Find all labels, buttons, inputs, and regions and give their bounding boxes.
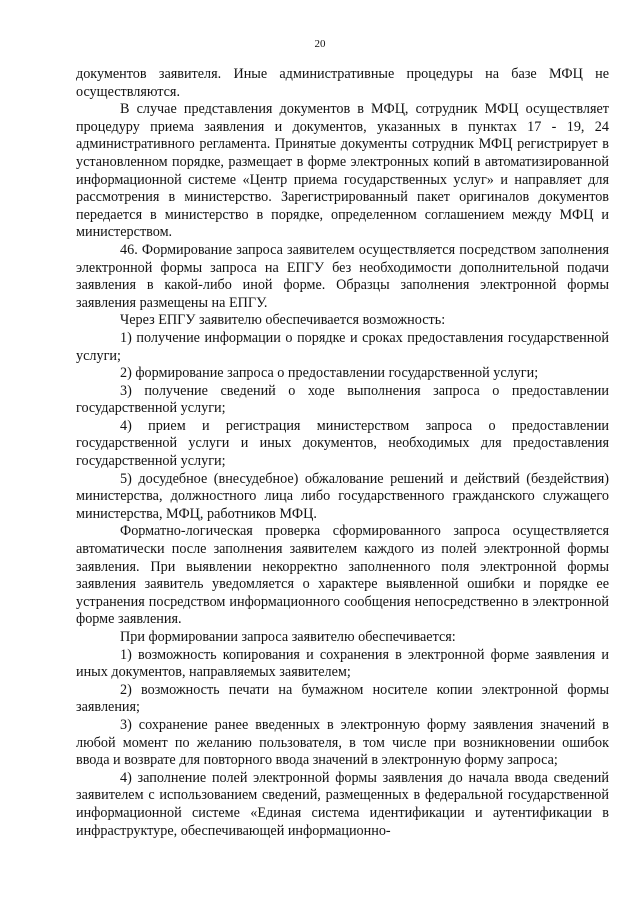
paragraph-request-intro: При формировании запроса заявителю обеспечивается: <box>120 629 456 645</box>
list-item-4: 4) заполнение полей электронной формы заявления до начала ввода сведений заявителем с использованием сведений, размещенных в федеральной государственной информационной системе «Единая система идентификации и аутентификации в инфраструктуре, обеспечивающей информационно- <box>76 769 609 839</box>
paragraph-item-46: 46. Формирование запроса заявителем осуществляется посредством заполнения электронной формы запроса на ЕПГУ без необходимости дополнительной подачи заявления в какой-либо иной форме. Образцы заполнения электронной формы заявления размещены на ЕПГУ. <box>76 241 609 311</box>
page-number: 20 <box>314 38 326 50</box>
list-item-5: 5) досудебное (внесудебное) обжалование решений и действий (бездействия) министерства, должностного лица либо государственного гражданского служащего министерства, МФЦ, работников МФЦ. <box>76 470 609 522</box>
list-item-3: 3) сохранение ранее введенных в электронную форму заявления значений в любой момент по желанию пользователя, в том числе при возникновении ошибок ввода и возврате для повторного ввода значений в электронную форму запроса; <box>76 716 609 769</box>
paragraph-format-check: Форматно-логическая проверка сформированного запроса осуществляется автоматически после заполнения заявителем каждого из полей электронной формы заявления. При выявлении некорректно заполненного поля электронной формы заявления заявитель уведомляется о характере выявленной ошибки и порядке ее устранения посредством информационного сообщения непосредственно в электронной форме заявления. <box>76 523 609 628</box>
paragraph-epgu-intro: Через ЕПГУ заявителю обеспечивается возможность: <box>120 312 446 329</box>
list-item-2: 2) формирование запроса о предоставлении государственной услуги; <box>120 365 539 382</box>
list-item-1: 1) получение информации о порядке и сроках предоставления государственной услуги; <box>76 329 609 364</box>
document-body <box>76 66 609 840</box>
list-item-1: 1) возможность копирования и сохранения в электронной форме заявления и иных документов, направляемых заявителем; <box>76 646 609 681</box>
paragraph-mfc-procedure: В случае представления документов в МФЦ, сотрудник МФЦ осуществляет процедуру приема заявления и документов, указанных в пунктах 17 - 19, 24 административного регламента. Принятые документы сотрудник МФЦ регистрирует в установленном порядке, размещает в форме электронных копий в автоматизированной информационной системе «Центр приема государственных услуг» и направляет для рассмотрения в министерство. Зарегистрированный пакет оригиналов документов передается в министерство в порядке, определенном соглашением между МФЦ и министерством. <box>76 101 609 241</box>
list-item-2: 2) возможность печати на бумажном носителе копии электронной формы заявления; <box>76 681 609 716</box>
list-item-3: 3) получение сведений о ходе выполнения запроса о предоставлении государственной услуги; <box>76 382 609 417</box>
paragraph-continuation: документов заявителя. Иные административные процедуры на базе МФЦ не осуществляются. <box>76 66 609 100</box>
list-item-4: 4) прием и регистрация министерством запроса о предоставлении государственной услуги и иных документов, необходимых для предоставления государственной услуги; <box>76 417 609 470</box>
